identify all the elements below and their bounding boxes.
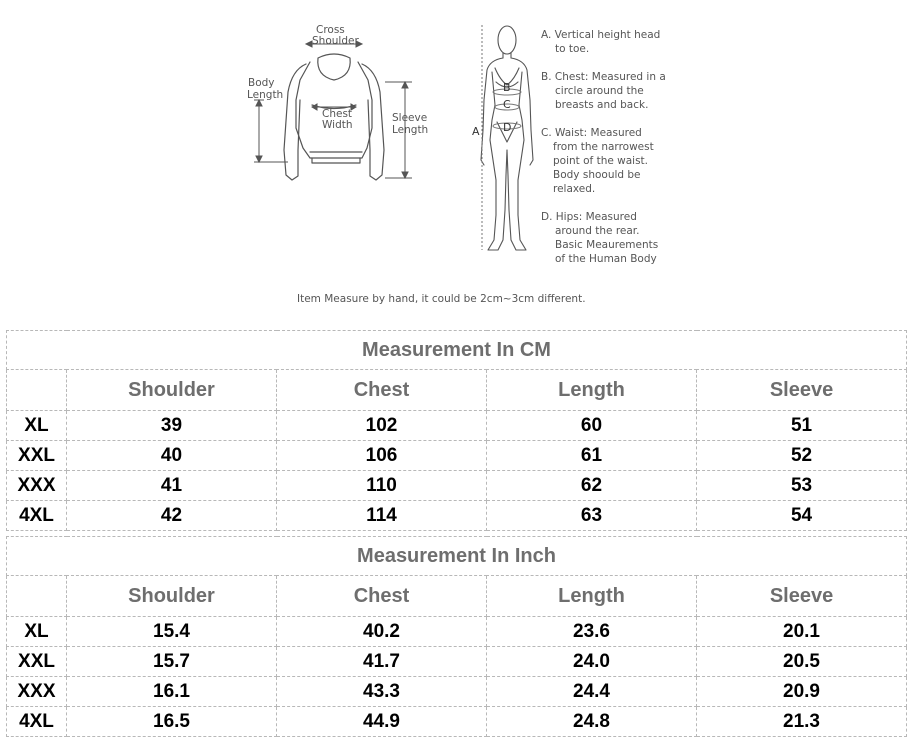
header-shoulder: Shoulder — [67, 370, 277, 411]
note-line: around the rear. — [555, 225, 640, 237]
chest-value: 41.7 — [277, 647, 487, 677]
note-line: Basic Meaurements — [555, 239, 659, 251]
sleeve-value: 20.1 — [697, 617, 907, 647]
chest-value: 106 — [277, 441, 487, 471]
shoulder-value: 41 — [67, 471, 277, 501]
note-line: D. Hips: Measured — [541, 211, 637, 223]
chest-value: 44.9 — [277, 707, 487, 737]
size-label: XL — [7, 411, 67, 441]
body-length-label-1: Body — [248, 77, 275, 89]
measurement-diagram — [0, 0, 912, 318]
shoulder-value: 39 — [67, 411, 277, 441]
shoulder-value: 16.5 — [67, 707, 277, 737]
cross-shoulder-label-2: Shoulder — [312, 35, 359, 47]
header-chest: Chest — [277, 576, 487, 617]
sleeve-value: 53 — [697, 471, 907, 501]
header-length: Length — [487, 370, 697, 411]
chest-width-label-1: Chest — [322, 108, 353, 120]
sleeve-value: 20.5 — [697, 647, 907, 677]
shoulder-value: 40 — [67, 441, 277, 471]
size-label: XXL — [7, 647, 67, 677]
size-label: 4XL — [7, 707, 67, 737]
size-label: XL — [7, 617, 67, 647]
shoulder-value: 15.4 — [67, 617, 277, 647]
chest-value: 43.3 — [277, 677, 487, 707]
chest-value: 114 — [277, 501, 487, 531]
chest-width-label-2: Width — [322, 119, 353, 131]
sleeve-value: 52 — [697, 441, 907, 471]
body-letter-c: C — [503, 98, 511, 111]
chest-value: 40.2 — [277, 617, 487, 647]
note-line: relaxed. — [553, 183, 596, 195]
table-row — [7, 647, 907, 677]
body-length-label-2: Length — [247, 89, 284, 101]
size-label: XXX — [7, 677, 67, 707]
body-letter-b: B — [503, 81, 511, 94]
header-length: Length — [487, 576, 697, 617]
size-table-inch — [6, 536, 907, 737]
header-cell-empty — [7, 576, 67, 617]
sleeve-length-label-1: Sleeve — [392, 112, 428, 124]
table-row — [7, 617, 907, 647]
note-line: breasts and back. — [555, 99, 649, 111]
sleeve-value: 54 — [697, 501, 907, 531]
table-title: Measurement In CM — [7, 331, 907, 370]
cross-shoulder-label-1: Cross — [316, 24, 345, 36]
note-line: to toe. — [555, 43, 590, 55]
length-value: 24.0 — [487, 647, 697, 677]
note-line: B. Chest: Measured in a — [541, 71, 666, 83]
human-figure-illustration — [481, 26, 533, 250]
size-label: XXX — [7, 471, 67, 501]
sleeve-length-label-2: Length — [392, 124, 429, 136]
header-chest: Chest — [277, 370, 487, 411]
note-line: A. Vertical height head — [541, 29, 661, 41]
table-title: Measurement In Inch — [7, 537, 907, 576]
chest-value: 110 — [277, 471, 487, 501]
length-value: 24.4 — [487, 677, 697, 707]
header-sleeve: Sleeve — [697, 370, 907, 411]
length-value: 24.8 — [487, 707, 697, 737]
sleeve-value: 20.9 — [697, 677, 907, 707]
shoulder-value: 15.7 — [67, 647, 277, 677]
length-value: 61 — [487, 441, 697, 471]
length-value: 63 — [487, 501, 697, 531]
body-letter-a: A — [472, 125, 480, 138]
length-value: 62 — [487, 471, 697, 501]
shoulder-value: 16.1 — [67, 677, 277, 707]
sleeve-value: 51 — [697, 411, 907, 441]
size-label: XXL — [7, 441, 67, 471]
header-shoulder: Shoulder — [67, 576, 277, 617]
note-line: circle around the — [555, 85, 644, 97]
size-table-cm — [6, 330, 907, 531]
chest-value: 102 — [277, 411, 487, 441]
body-letter-d: D — [503, 121, 512, 134]
table-row — [7, 501, 907, 531]
note-line: point of the waist. — [553, 155, 649, 167]
header-cell-empty — [7, 370, 67, 411]
note-line: of the Human Body — [555, 253, 657, 265]
sleeve-value: 21.3 — [697, 707, 907, 737]
note-line: Body shoould be — [553, 169, 641, 181]
measurement-caption: Item Measure by hand, it could be 2cm~3cm different. — [297, 293, 586, 305]
table-row — [7, 471, 907, 501]
note-line: C. Waist: Measured — [541, 127, 642, 139]
table-row — [7, 707, 907, 737]
table-row — [7, 677, 907, 707]
length-value: 23.6 — [487, 617, 697, 647]
measurement-notes — [541, 29, 666, 265]
size-label: 4XL — [7, 501, 67, 531]
shoulder-value: 42 — [67, 501, 277, 531]
header-sleeve: Sleeve — [697, 576, 907, 617]
table-row — [7, 411, 907, 441]
table-row — [7, 441, 907, 471]
length-value: 60 — [487, 411, 697, 441]
note-line: from the narrowest — [553, 141, 654, 153]
